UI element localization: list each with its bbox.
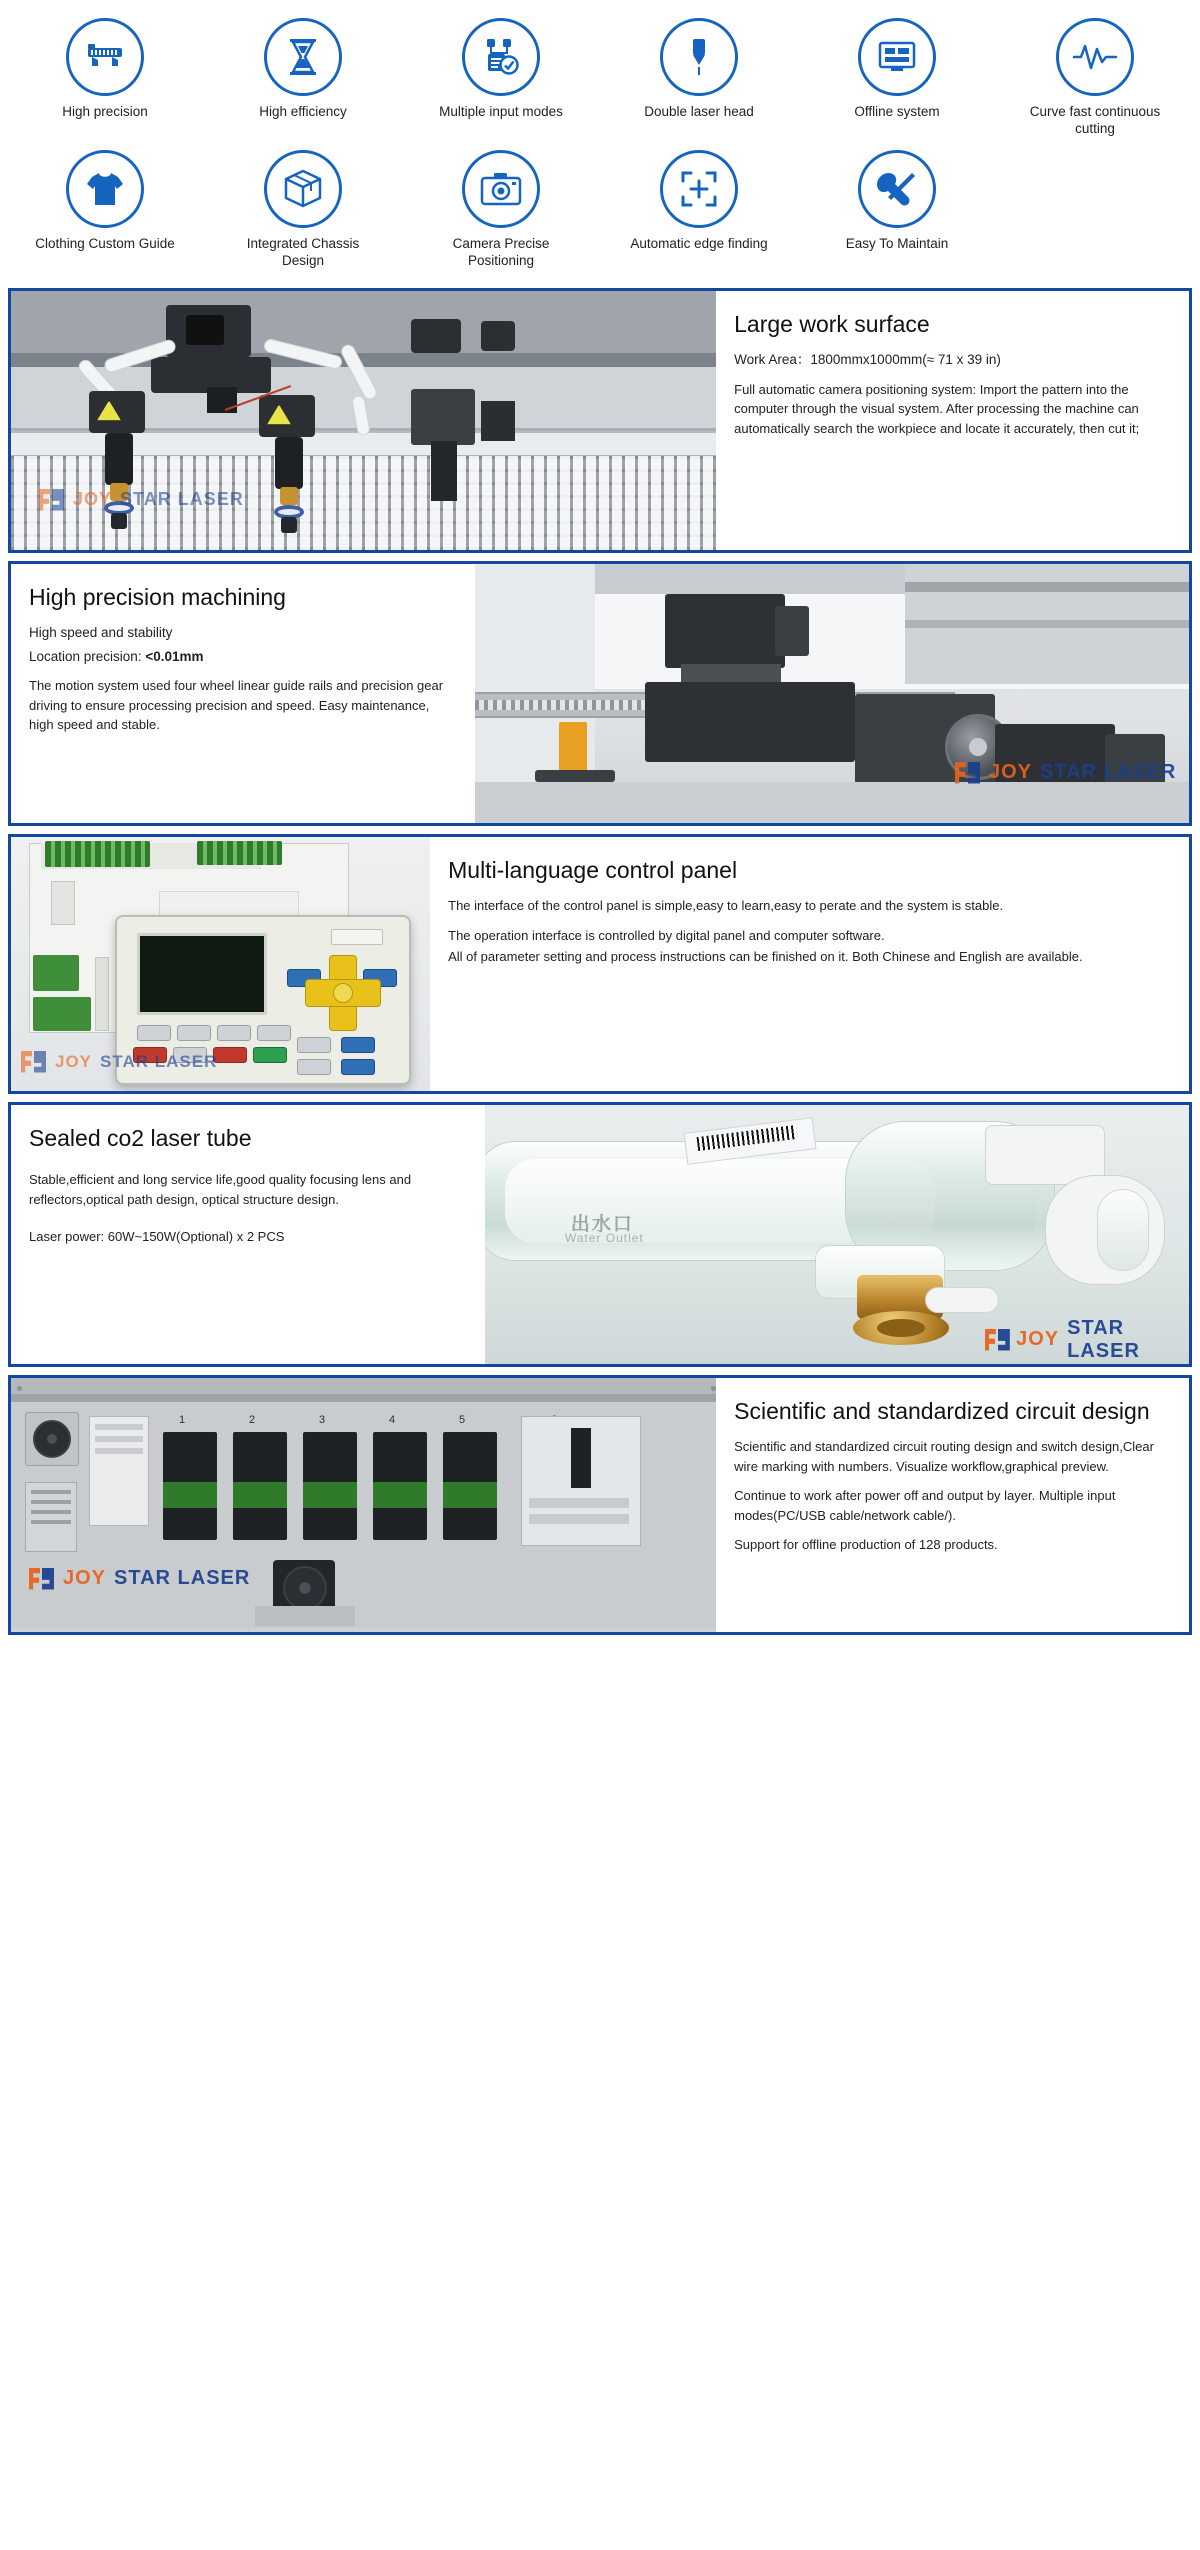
chassis-box-icon (264, 150, 342, 228)
panel-body-2: Continue to work after power off and output by layer. Multiple input modes(PC/USB cable/network cable/). (734, 1488, 1116, 1523)
feature-row-2 (6, 142, 1194, 274)
panel-text-laser-tube (11, 1105, 485, 1364)
feature-curve-fast-continuous-cutting (996, 10, 1194, 142)
panel-image-electrical-cabinet (11, 1378, 716, 1632)
feature-double-laser-head (600, 10, 798, 142)
panel-title: Multi-language control panel (448, 856, 738, 883)
feature-label: Curve fast continuous cutting (1029, 104, 1161, 136)
panel-text-control-panel (430, 837, 1189, 1091)
panel-image-laser-tube (485, 1105, 1189, 1364)
feature-label: Multiple input modes (439, 104, 563, 119)
panel-large-work-surface (8, 288, 1192, 553)
panel-body-3: Support for offline production of 128 products. (734, 1537, 998, 1553)
watermark: JOY STAR LASER (985, 1317, 1189, 1363)
tube-label-en: Water Outlet (564, 1230, 644, 1245)
panel-multi-language-control-panel (8, 834, 1192, 1094)
multiple-input-modes-icon (462, 18, 540, 96)
precision-caliper-icon (66, 18, 144, 96)
panel-title: Sealed co2 laser tube (29, 1124, 252, 1151)
feature-camera-precise-positioning (402, 142, 600, 274)
panel-high-precision-machining (8, 561, 1192, 826)
feature-label: Double laser head (644, 104, 754, 119)
tube-label-cn: 出水口 (570, 1213, 634, 1235)
panel-image-linear-rail (475, 564, 1189, 823)
feature-label: High efficiency (259, 104, 347, 119)
curve-cutting-icon (1056, 18, 1134, 96)
watermark: JOY STAR LASER (955, 760, 1176, 786)
tools-wrench-screwdriver-icon (858, 150, 936, 228)
feature-icon-grid (0, 0, 1200, 280)
watermark: JOY STAR LASER (29, 1566, 250, 1592)
camera-icon (462, 150, 540, 228)
panel-subtitle-line2 (29, 647, 457, 667)
feature-label: High precision (62, 104, 148, 119)
feature-label: Integrated Chassis Design (246, 235, 360, 268)
feature-label: Automatic edge finding (630, 235, 768, 251)
tshirt-icon (66, 150, 144, 228)
feature-label: Camera Precise Positioning (452, 235, 550, 268)
wire-number: 1 (179, 1413, 186, 1426)
panel-image-laser-heads (11, 291, 716, 550)
watermark: JOY STAR LASER (21, 1049, 217, 1075)
hourglass-icon (264, 18, 342, 96)
wire-number: 4 (389, 1413, 396, 1426)
feature-label: Clothing Custom Guide (35, 235, 175, 251)
feature-offline-system (798, 10, 996, 142)
precision-value: <0.01mm (145, 648, 204, 664)
panel-body-1: The interface of the control panel is simple,easy to learn,easy to perate and the system is stable. (448, 898, 1004, 914)
feature-high-precision (6, 10, 204, 142)
feature-high-efficiency (204, 10, 402, 142)
panel-body-1: Scientific and standardized circuit routing design and switch design,Clear wire marking with numbers. Visualize workflow,graphical preview. (734, 1439, 1154, 1474)
panel-title: Large work surface (734, 310, 930, 337)
panel-title: High precision machining (29, 583, 286, 610)
wire-number: 2 (249, 1413, 256, 1426)
panel-subtitle: Work Area：1800mmx1000mm(≈ 71 x 39 in) (734, 352, 1001, 368)
feature-clothing-custom-guide (6, 142, 204, 274)
panel-sealed-co2-laser-tube (8, 1102, 1192, 1367)
wire-number: 3 (319, 1413, 326, 1426)
panel-body-2: The operation interface is controlled by digital panel and computer software. (448, 927, 885, 943)
offline-system-icon (858, 18, 936, 96)
feature-spacer (996, 142, 1194, 274)
feature-easy-to-maintain (798, 142, 996, 274)
panel-image-control-panel (11, 837, 430, 1091)
panel-body: The motion system used four wheel linear guide rails and precision gear driving to ensure processing precision and speed. Easy maintenance, high speed and stable. (29, 678, 444, 733)
panel-text-circuit-design (716, 1378, 1189, 1632)
edge-finding-crosshair-icon (660, 150, 738, 228)
feature-label: Easy To Maintain (845, 235, 949, 251)
panel-body-2: Laser power: 60W~150W(Optional) x 2 PCS (29, 1229, 285, 1245)
wire-number: 5 (459, 1413, 466, 1426)
panel-body-3: All of parameter setting and process instructions can be finished on it. Both Chinese and English are available. (448, 949, 1083, 965)
feature-automatic-edge-finding (600, 142, 798, 274)
feature-label: Offline system (854, 104, 940, 119)
panel-subtitle-line1: High speed and stability (29, 625, 173, 641)
double-laser-head-icon (660, 18, 738, 96)
watermark: JOY STAR LASER (39, 487, 244, 513)
feature-integrated-chassis-design (204, 142, 402, 274)
feature-row-1 (6, 10, 1194, 142)
panel-body-1: Stable,efficient and long service life,good quality focusing lens and reflectors,optical path design, optical structure design. (29, 1172, 412, 1207)
panel-text-large-work-surface (716, 291, 1189, 550)
panel-body: Full automatic camera positioning system: Import the pattern into the computer through the visual system. After processing the machine can automatically search the workpiece and locate it accurately, then cut it; (734, 381, 1140, 436)
precision-label: Location precision: (29, 648, 142, 664)
panel-text-high-precision (11, 564, 475, 823)
feature-multiple-input-modes (402, 10, 600, 142)
panel-title: Scientific and standardized circuit design (734, 1397, 1150, 1424)
panel-circuit-design (8, 1375, 1192, 1635)
